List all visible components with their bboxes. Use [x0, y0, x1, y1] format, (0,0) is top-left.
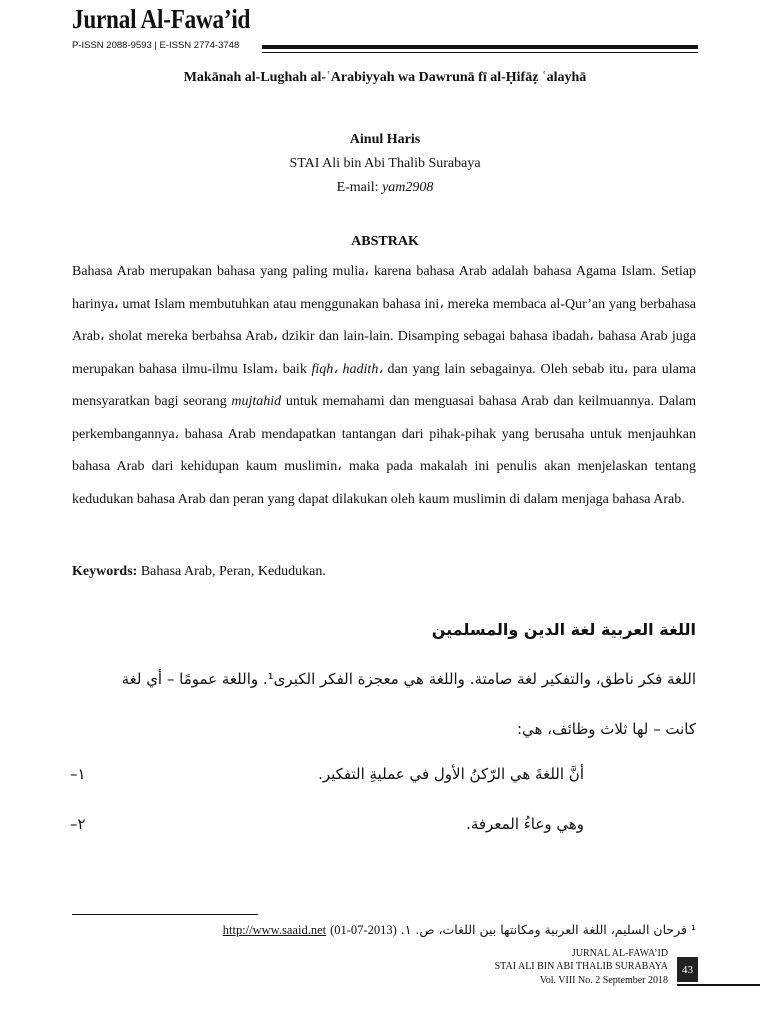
list-item-number: ١– [70, 765, 86, 783]
abstract-body [72, 256, 696, 516]
footnote-url-link[interactable]: http://www.saaid.net [222, 923, 327, 937]
footnote [223, 922, 696, 938]
keywords [72, 564, 326, 580]
footnote-date: (01-07-2013) [330, 923, 397, 937]
abstract-italic-1: fiqh، hadith، [311, 361, 383, 377]
abstract-heading: ABSTRAK [351, 234, 419, 249]
author-email [72, 180, 698, 196]
header-rule-thick [262, 45, 698, 49]
arabic-paragraph-line-1: اللغة فكر ناطق، والتفكير لغة صامتة. واللغة هي معجزة الفكر الكبرى¹. واللغة عمومًا – أي لغة [121, 670, 696, 688]
author-affiliation: STAI Ali bin Abi Thalib Surabaya [289, 156, 481, 171]
list-item-text: أنَّ اللغةَ هي الرّكنُ الأول في عمليةِ التفكير. [318, 765, 584, 783]
list-item-text: وهي وعاءُ المعرفة. [466, 815, 584, 833]
arabic-paragraph-line-2: كانت – لها ثلاث وظائف، هي: [516, 720, 696, 738]
keywords-value: Bahasa Arab, Peran, Kedudukan. [137, 564, 326, 579]
abstract-italic-2: mujtahid [231, 394, 282, 409]
issn-line: P-ISSN 2088-9593 | E-ISSN 2774-3748 [72, 40, 240, 51]
footnote-rule [72, 914, 258, 915]
header-rule-thin [262, 52, 698, 53]
footer-journal: JURNAL AL-FAWA’ID [571, 948, 668, 959]
abstract-text-1: Bahasa Arab merupakan bahasa yang paling mulia، karena bahasa Arab adalah bahasa Agama Islam. Setiap harinya، umat Islam membutuhkan atau menggunakan bahasa ini، mereka membaca al-Qur’an yang berbahasa Arab، sholat mereka berbahsa Arab، dzikir dan lain-lain. Disamping sebagai bahasa ibadah، bahasa Arab juga merupakan bahasa ilmu-ilmu Islam، baik [72, 264, 696, 377]
footer-volume: Vol. VIII No. 2 September 2018 [539, 975, 668, 986]
page-number: 43 [677, 957, 698, 982]
abstract-text-2: dan yang lain sebagainya. Oleh sebab itu، para ulama mensyaratkan bagi seorang [72, 361, 696, 409]
keywords-label: Keywords: [72, 564, 138, 579]
author-name: Ainul Haris [349, 132, 421, 147]
footnote-marker: ¹ [690, 922, 696, 937]
footnote-arabic-ref: فرحان السليم، اللغة العربية ومكانتها بين اللغات، ص. ١. [400, 922, 687, 937]
journal-title: Jurnal Al-Fawa’id [72, 4, 251, 34]
abstract-text-3: untuk memahami dan menguasai bahasa Arab dan keilmuannya. Dalam perkembangannya، bahasa Arab mendapatkan tantangan dari pihak-pihak yang berusaha untuk menjauhkan bahasa Arab dari kehidupan kaum muslimin، maka pada makalah ini penulis akan menjelaskan tentang kedudukan bahasa Arab dan peran yang dapat dilakukan oleh kaum muslimin di dalam menjaga bahasa Arab. [72, 394, 696, 507]
email-label: E-mail: [336, 180, 383, 195]
footer-institution: STAI ALI BIN ABI THALIB SURABAYA [494, 961, 668, 972]
footer-rule [677, 984, 760, 986]
email-value: yam2908 [382, 180, 434, 195]
paper-title: Makānah al-Lughah al-ʿArabiyyah wa Dawrunā fī al-Ḥifāẓ ʿalayhā [183, 70, 587, 85]
arabic-section-heading: اللغة العربية لغة الدين والمسلمين [431, 620, 696, 639]
list-item-number: ٢– [70, 815, 86, 833]
